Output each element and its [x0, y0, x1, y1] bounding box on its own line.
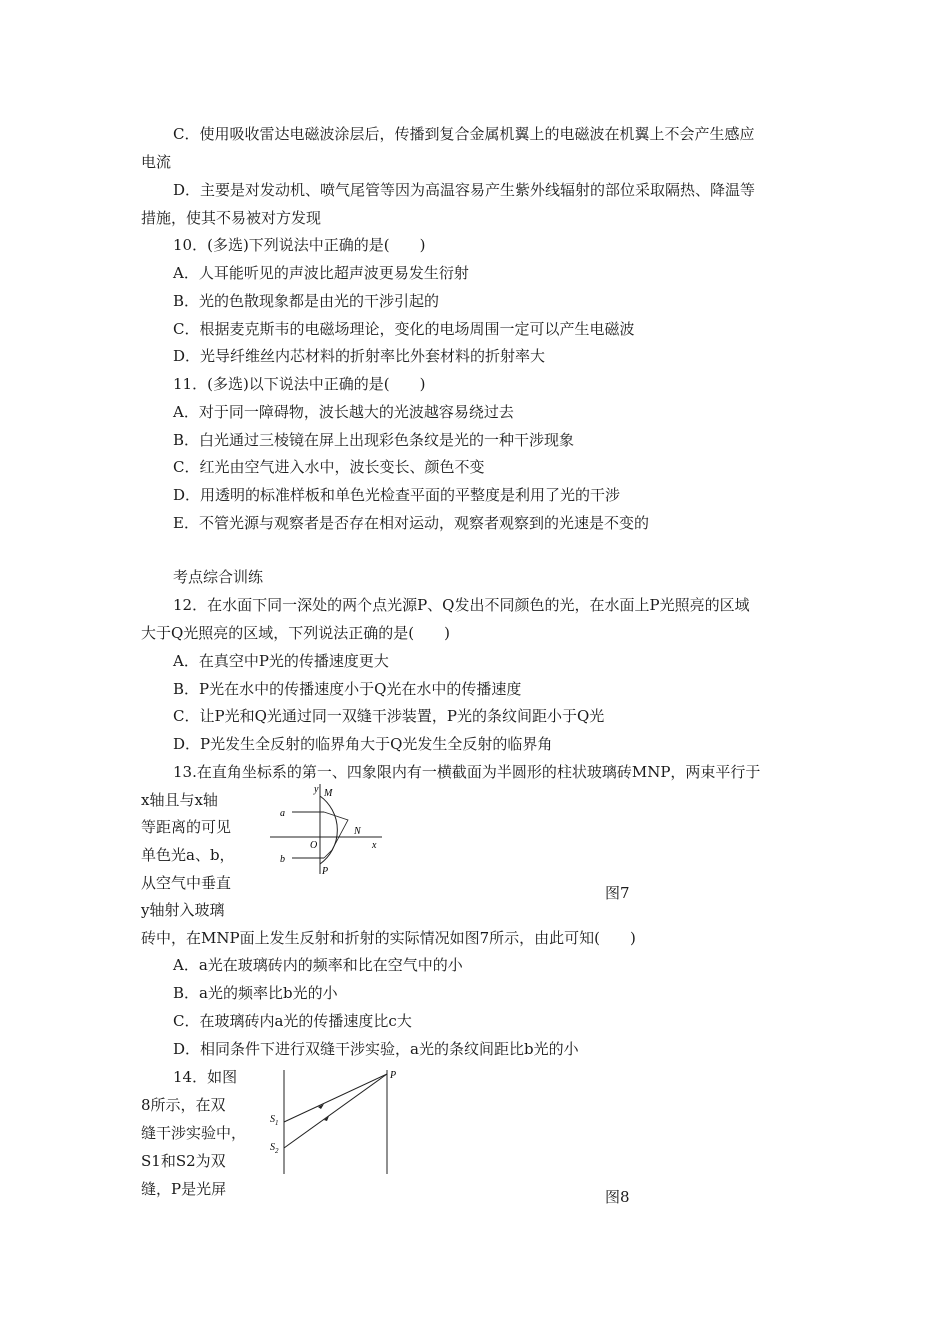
q12-stem: 12．在水面下同一深处的两个点光源P、Q发出不同颜色的光，在水面上P光照亮的区域	[173, 596, 750, 614]
fig7-label-N: N	[354, 826, 361, 837]
figure-7-caption: 图7	[605, 884, 630, 902]
q10-stem: 10．(多选)下列说法中正确的是( )	[173, 236, 426, 254]
q13-option-c: C．在玻璃砖内a光的传播速度比c大	[173, 1012, 412, 1030]
fig7-label-y: y	[314, 784, 319, 795]
q14-stem: 14．如图	[173, 1068, 238, 1086]
q11-option-c: C．红光由空气进入水中，波长变长、颜色不变	[173, 458, 485, 476]
q12-option-b: B．P光在水中的传播速度小于Q光在水中的传播速度	[173, 680, 522, 698]
q14-stem-wrap-4: 缝，P是光屏	[141, 1180, 227, 1198]
q12-option-a: A．在真空中P光的传播速度更大	[173, 652, 389, 670]
ray-s1-p	[284, 1074, 387, 1122]
fig7-label-M: M	[324, 788, 333, 799]
q13-option-b: B．a光的频率比b光的小	[173, 984, 338, 1002]
q12-option-c: C．让P光和Q光通过同一双缝干涉装置，P光的条纹间距小于Q光	[173, 707, 605, 725]
q10-option-a: A．人耳能听见的声波比超声波更易发生衍射	[173, 264, 469, 282]
q9-option-c: C．使用吸收雷达电磁波涂层后，传播到复合金属机翼上的电磁波在机翼上不会产生感应	[173, 125, 755, 143]
q9-option-d: D．主要是对发动机、喷气尾管等因为高温容易产生紫外线辐射的部位采取隔热、降温等	[173, 181, 756, 199]
figure-8-diagram	[262, 1066, 402, 1178]
q13-option-a: A．a光在玻璃砖内的频率和比在空气中的小	[173, 956, 463, 974]
q13-stem-wrap-5: y轴射入玻璃	[141, 901, 225, 919]
ray-s2-p	[284, 1074, 387, 1148]
q14-stem-wrap-1: 8所示，在双	[141, 1096, 226, 1114]
fig7-label-P: P	[322, 866, 329, 877]
fig8-label-S2: $S_2$	[270, 1142, 279, 1155]
q12-stem-cont: 大于Q光照亮的区域，下列说法正确的是( )	[141, 624, 451, 642]
q9-option-c-cont: 电流	[141, 153, 172, 171]
q10-option-b: B．光的色散现象都是由光的干涉引起的	[173, 292, 440, 310]
q13-stem-wrap-2: 等距离的可见	[141, 818, 232, 836]
fig7-label-a: a	[280, 808, 285, 819]
q9-option-d-cont: 措施，使其不易被对方发现	[141, 209, 322, 227]
q13-stem-cont: 砖中，在MNP面上发生反射和折射的实际情况如图7所示，由此可知( )	[141, 929, 636, 947]
q11-option-a: A．对于同一障碍物，波长越大的光波越容易绕过去	[173, 403, 514, 421]
q14-stem-wrap-3: S1和S2为双	[141, 1152, 226, 1170]
fig8-label-S1: $S_1$	[270, 1114, 279, 1127]
fig8-label-P: P	[390, 1070, 397, 1081]
q11-stem: 11．(多选)以下说法中正确的是( )	[173, 375, 426, 393]
q11-option-e: E．不管光源与观察者是否存在相对运动，观察者观察到的光速是不变的	[173, 514, 649, 532]
q12-option-d: D．P光发生全反射的临界角大于Q光发生全反射的临界角	[173, 735, 553, 753]
section-heading: 考点综合训练	[173, 568, 264, 586]
q10-option-c: C．根据麦克斯韦的电磁场理论，变化的电场周围一定可以产生电磁波	[173, 320, 635, 338]
q11-option-d: D．用透明的标准样板和单色光检查平面的平整度是利用了光的干涉	[173, 486, 621, 504]
figure-8-caption: 图8	[605, 1188, 630, 1206]
q13-stem-wrap-3: 单色光a、b，	[141, 846, 235, 864]
q13-stem: 13.在直角坐标系的第一、四象限内有一横截面为半圆形的柱状玻璃砖MNP，两束平行于	[173, 763, 761, 781]
q11-option-b: B．白光通过三棱镜在屏上出现彩色条纹是光的一种干涉现象	[173, 431, 575, 449]
q10-option-d: D．光导纤维丝内芯材料的折射率比外套材料的折射率大	[173, 347, 546, 365]
figure-7-diagram	[262, 780, 392, 880]
fig7-label-x: x	[372, 840, 377, 851]
fig7-label-b: b	[280, 854, 285, 865]
q14-stem-wrap-2: 缝干涉实验中，	[141, 1124, 247, 1142]
q13-option-d: D．相同条件下进行双缝干涉实验，a光的条纹间距比b光的小	[173, 1040, 579, 1058]
q13-stem-wrap-4: 从空气中垂直	[141, 874, 232, 892]
fig7-label-O: O	[310, 840, 318, 851]
q13-stem-wrap-1: x轴且与x轴	[141, 791, 218, 809]
